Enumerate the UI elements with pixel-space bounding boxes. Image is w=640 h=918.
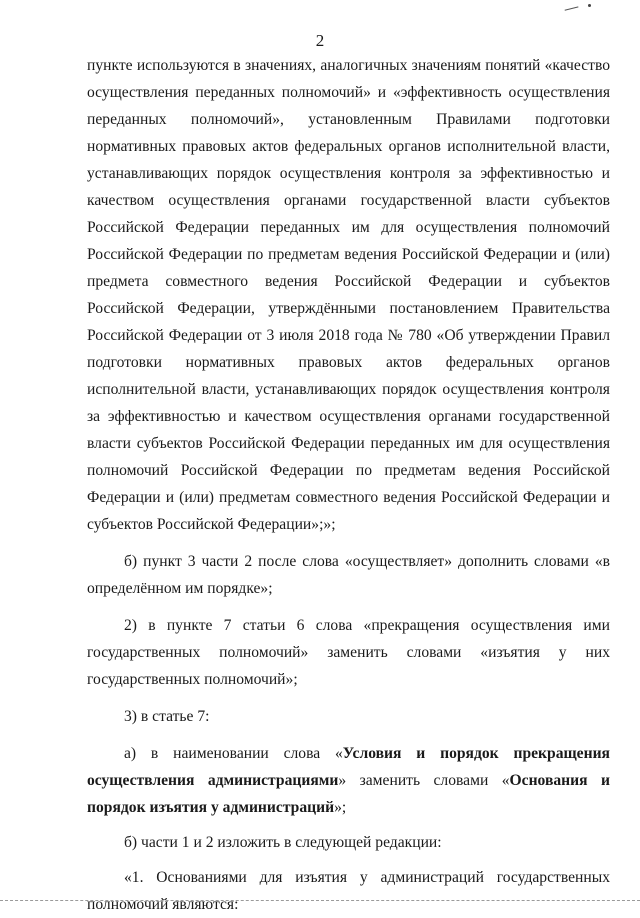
paragraph-item-b-point-3 [87,548,610,602]
paragraph-text: »; [334,799,347,816]
page-number: 2 [315,31,325,50]
paragraph-text: б) пункт 3 части 2 после слова «осуществляет» дополнить словами «в определённом им порядке»; [87,553,610,597]
paragraph-text: » заменить словами « [338,772,510,789]
bold-phrase-new-title: Основания и порядок изъятия у администраций [87,772,610,816]
paragraph-text: «1. Основаниями для изъятия у администраций государственных полномочий являются: [87,869,610,913]
paragraph-text: б) части 1 и 2 изложить в следующей редакции: [124,834,442,851]
paragraph-quoted-part-1 [87,864,610,918]
paragraph-item-2-article-6 [87,612,610,693]
paragraph-item-a-title [87,740,610,821]
paragraph-continuation [87,52,610,538]
document-body [87,52,610,918]
scan-mark [565,6,580,14]
page-bottom-edge [0,900,640,903]
scan-dot [588,4,591,7]
paragraph-item-b-parts [87,829,610,856]
paragraph-item-3-article-7 [87,703,610,730]
paragraph-text: 2) в пункте 7 статьи 6 слова «прекращения осуществления ими государственных полномочий» заменить словами «изъятия у них государственных полномочий»; [87,617,610,688]
paragraph-text: а) в наименовании слова « [124,745,343,762]
bold-phrase-old-title: Условия и порядок прекращения осуществления администрациями [87,745,610,789]
paragraph-text: пункте используются в значениях, аналогичных значениям понятий «качество осуществления переданных полномочий» и «эффективность осуществления переданных полномочий», установленным Правилами подготовки нормативных правовых актов федеральных органов исполнительной власти, устанавливающих порядок осуществления контроля за эффективностью и качеством осуществления органами государственной власти субъектов Российской Федерации переданных им для осуществления полномочий Российской Федерации по предметам ведения Российской Федерации и (или) предмета совместного ведения Российской Федерации и субъектов Российской Федерации, утверждёнными постановлением Правительства Российской Федерации от 3 июля 2018 года № 780 «Об утверждении Правил подготовки нормативных правовых актов федеральных органов исполнительной власти, устанавливающих порядок осуществления контроля за эффективностью и качеством осуществления органами государственной власти субъектов Российской Федерации переданных им для осуществления полномочий Российской Федерации по предметам ведения Российской Федерации и (или) предметам совместного ведения Российской Федерации и субъектов Российской Федерации»;»; [87,57,610,533]
paragraph-text: 3) в статье 7: [124,708,210,725]
